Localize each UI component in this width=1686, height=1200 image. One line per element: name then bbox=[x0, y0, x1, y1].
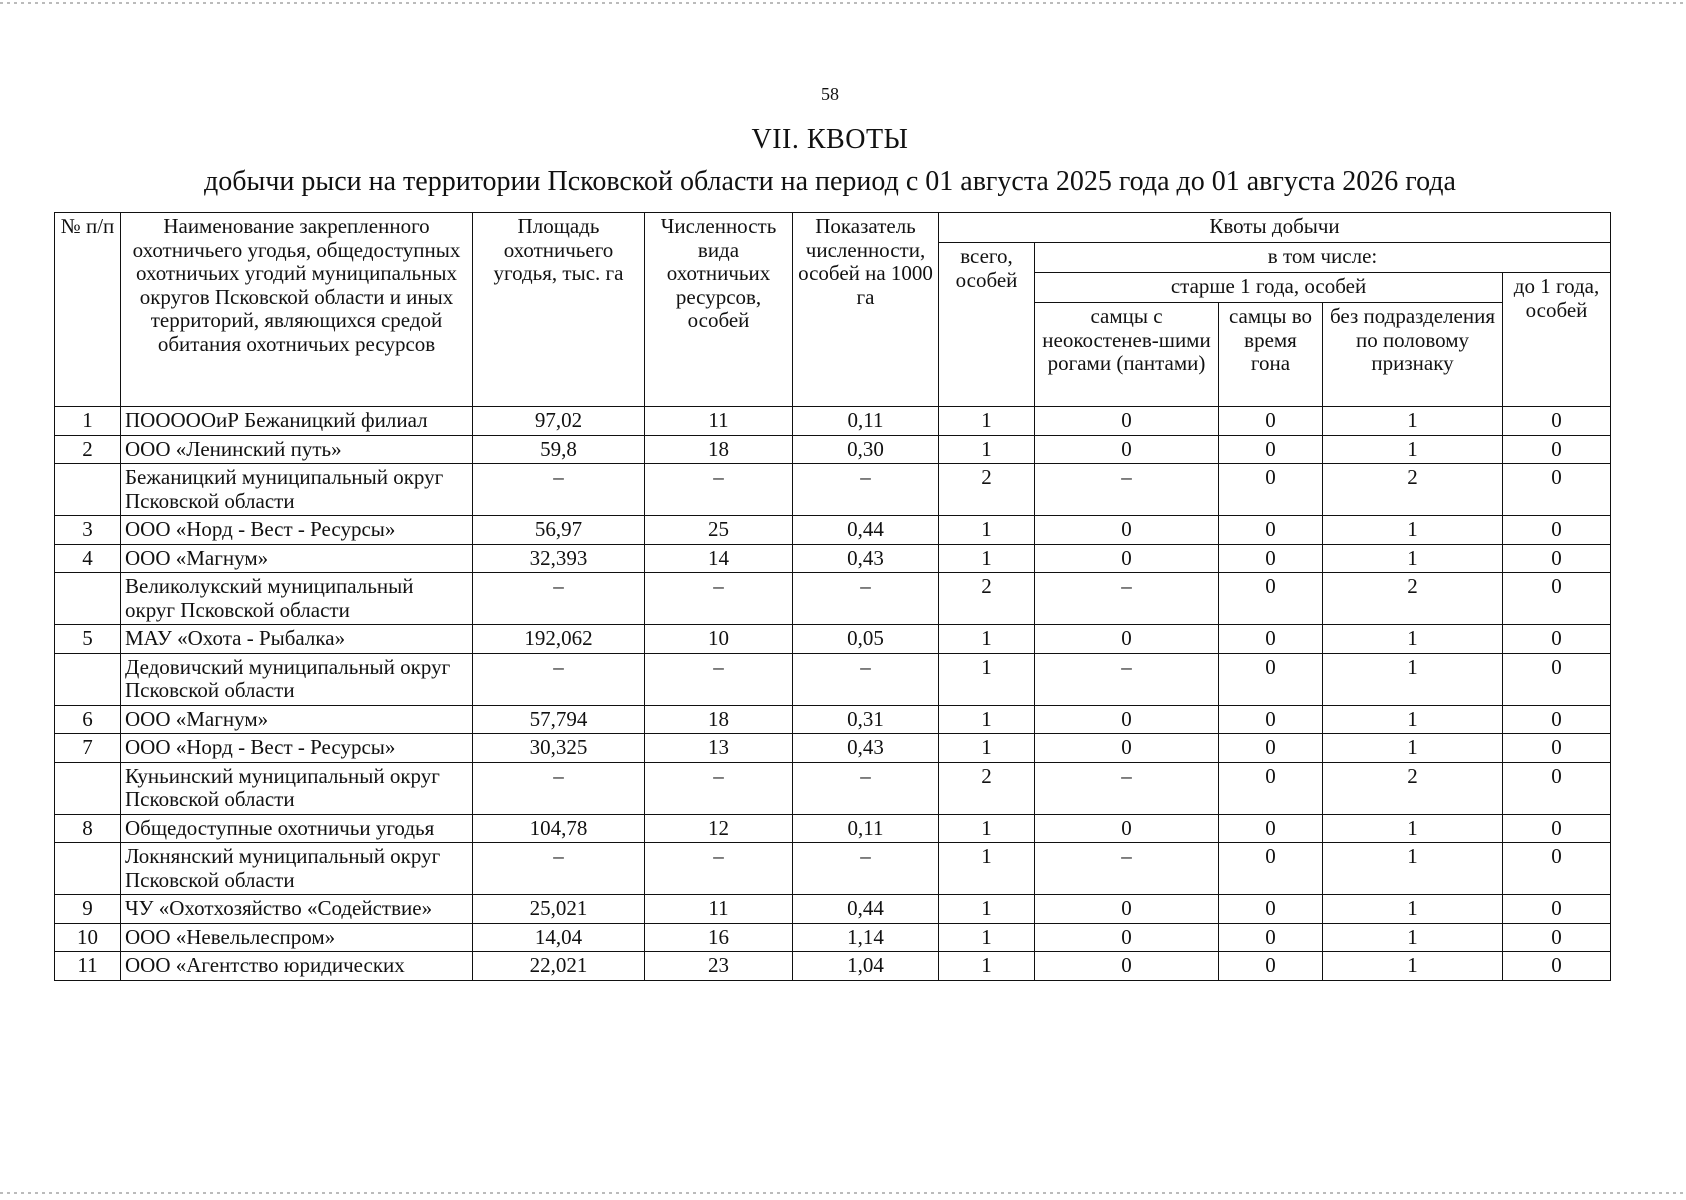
cell-density: – bbox=[793, 464, 939, 516]
cell-population: 11 bbox=[645, 407, 793, 436]
cell-area: 22,021 bbox=[473, 952, 645, 981]
cell-rut: 0 bbox=[1219, 516, 1323, 545]
cell-total: 1 bbox=[939, 952, 1035, 981]
cell-under1: 0 bbox=[1503, 843, 1611, 895]
cell-population: 23 bbox=[645, 952, 793, 981]
cell-name: ООО «Магнум» bbox=[121, 705, 473, 734]
cell-under1: 0 bbox=[1503, 516, 1611, 545]
cell-num: 3 bbox=[55, 516, 121, 545]
cell-rut: 0 bbox=[1219, 653, 1323, 705]
header-including: в том числе: bbox=[1035, 243, 1611, 273]
cell-area: 30,325 bbox=[473, 734, 645, 763]
cell-under1: 0 bbox=[1503, 734, 1611, 763]
cell-under1: 0 bbox=[1503, 407, 1611, 436]
cell-num: 2 bbox=[55, 435, 121, 464]
cell-rut: 0 bbox=[1219, 814, 1323, 843]
table-row bbox=[55, 843, 1611, 895]
cell-num bbox=[55, 843, 121, 895]
cell-antlers: 0 bbox=[1035, 544, 1219, 573]
document-title: VII. КВОТЫ bbox=[751, 124, 909, 155]
cell-antlers: 0 bbox=[1035, 516, 1219, 545]
scan-edge-bottom bbox=[0, 1192, 1686, 1194]
cell-density: 1,14 bbox=[793, 923, 939, 952]
table-row bbox=[55, 762, 1611, 814]
table-row bbox=[55, 625, 1611, 654]
cell-num: 6 bbox=[55, 705, 121, 734]
cell-population: 18 bbox=[645, 435, 793, 464]
cell-under1: 0 bbox=[1503, 464, 1611, 516]
cell-antlers: 0 bbox=[1035, 952, 1219, 981]
cell-num bbox=[55, 573, 121, 625]
table-row bbox=[55, 952, 1611, 981]
scan-edge-top bbox=[0, 2, 1686, 4]
header-older: старше 1 года, особей bbox=[1035, 273, 1503, 303]
cell-under1: 0 bbox=[1503, 544, 1611, 573]
cell-num: 4 bbox=[55, 544, 121, 573]
cell-nosex: 2 bbox=[1323, 762, 1503, 814]
cell-density: – bbox=[793, 573, 939, 625]
cell-population: – bbox=[645, 843, 793, 895]
cell-name: ООО «Магнум» bbox=[121, 544, 473, 573]
cell-area: 32,393 bbox=[473, 544, 645, 573]
cell-population: – bbox=[645, 653, 793, 705]
cell-nosex: 1 bbox=[1323, 625, 1503, 654]
cell-rut: 0 bbox=[1219, 544, 1323, 573]
cell-nosex: 1 bbox=[1323, 843, 1503, 895]
table-row bbox=[55, 895, 1611, 924]
cell-total: 1 bbox=[939, 814, 1035, 843]
cell-name: Общедоступные охотничьи угодья bbox=[121, 814, 473, 843]
cell-nosex: 1 bbox=[1323, 952, 1503, 981]
cell-density: – bbox=[793, 762, 939, 814]
cell-num: 8 bbox=[55, 814, 121, 843]
cell-nosex: 1 bbox=[1323, 516, 1503, 545]
table-row bbox=[55, 435, 1611, 464]
cell-num: 10 bbox=[55, 923, 121, 952]
cell-area: – bbox=[473, 653, 645, 705]
cell-antlers: 0 bbox=[1035, 407, 1219, 436]
cell-antlers: 0 bbox=[1035, 734, 1219, 763]
cell-population: 25 bbox=[645, 516, 793, 545]
cell-density: – bbox=[793, 843, 939, 895]
cell-density: 0,44 bbox=[793, 895, 939, 924]
cell-total: 1 bbox=[939, 625, 1035, 654]
table-row bbox=[55, 573, 1611, 625]
cell-total: 2 bbox=[939, 464, 1035, 516]
cell-area: 104,78 bbox=[473, 814, 645, 843]
cell-nosex: 1 bbox=[1323, 705, 1503, 734]
header-area: Площадь охотничьего угодья, тыс. га bbox=[473, 213, 645, 407]
cell-density: 0,44 bbox=[793, 516, 939, 545]
cell-density: 1,04 bbox=[793, 952, 939, 981]
cell-area: – bbox=[473, 464, 645, 516]
cell-under1: 0 bbox=[1503, 814, 1611, 843]
cell-population: 18 bbox=[645, 705, 793, 734]
cell-total: 1 bbox=[939, 653, 1035, 705]
cell-num bbox=[55, 653, 121, 705]
cell-population: – bbox=[645, 573, 793, 625]
cell-num: 7 bbox=[55, 734, 121, 763]
cell-rut: 0 bbox=[1219, 762, 1323, 814]
cell-name: Куньинский муниципальный округ Псковской области bbox=[121, 762, 473, 814]
cell-antlers: 0 bbox=[1035, 923, 1219, 952]
cell-rut: 0 bbox=[1219, 952, 1323, 981]
cell-rut: 0 bbox=[1219, 843, 1323, 895]
cell-area: 57,794 bbox=[473, 705, 645, 734]
cell-area: 97,02 bbox=[473, 407, 645, 436]
cell-total: 1 bbox=[939, 895, 1035, 924]
header-population: Численность вида охотничьих ресурсов, особей bbox=[645, 213, 793, 407]
page-number: 58 bbox=[821, 84, 839, 104]
cell-total: 1 bbox=[939, 516, 1035, 545]
cell-total: 2 bbox=[939, 762, 1035, 814]
cell-nosex: 1 bbox=[1323, 923, 1503, 952]
cell-rut: 0 bbox=[1219, 435, 1323, 464]
cell-nosex: 1 bbox=[1323, 814, 1503, 843]
cell-total: 1 bbox=[939, 843, 1035, 895]
cell-rut: 0 bbox=[1219, 407, 1323, 436]
quota-table bbox=[54, 212, 1611, 981]
cell-rut: 0 bbox=[1219, 895, 1323, 924]
document-subtitle: добычи рыси на территории Псковской области на период с 01 августа 2025 года до 01 августа 2026 года bbox=[204, 166, 1456, 197]
cell-density: – bbox=[793, 653, 939, 705]
header-males-antlers: самцы с неокостенев-шими рогами (пантами) bbox=[1035, 303, 1219, 407]
cell-name: ООО «Норд - Вест - Ресурсы» bbox=[121, 734, 473, 763]
cell-nosex: 1 bbox=[1323, 435, 1503, 464]
cell-density: 0,05 bbox=[793, 625, 939, 654]
table-row bbox=[55, 814, 1611, 843]
cell-population: 13 bbox=[645, 734, 793, 763]
table-row bbox=[55, 464, 1611, 516]
cell-area: – bbox=[473, 762, 645, 814]
cell-population: 16 bbox=[645, 923, 793, 952]
cell-nosex: 1 bbox=[1323, 544, 1503, 573]
cell-rut: 0 bbox=[1219, 705, 1323, 734]
cell-density: 0,30 bbox=[793, 435, 939, 464]
cell-num: 5 bbox=[55, 625, 121, 654]
cell-area: 192,062 bbox=[473, 625, 645, 654]
cell-antlers: 0 bbox=[1035, 814, 1219, 843]
cell-density: 0,11 bbox=[793, 814, 939, 843]
cell-population: – bbox=[645, 762, 793, 814]
cell-under1: 0 bbox=[1503, 762, 1611, 814]
table-row bbox=[55, 407, 1611, 436]
cell-under1: 0 bbox=[1503, 573, 1611, 625]
cell-name: Великолукский муниципальный округ Псковской области bbox=[121, 573, 473, 625]
cell-nosex: 2 bbox=[1323, 464, 1503, 516]
cell-name: ПОООООиР Бежаницкий филиал bbox=[121, 407, 473, 436]
cell-total: 1 bbox=[939, 544, 1035, 573]
cell-total: 1 bbox=[939, 407, 1035, 436]
table-row bbox=[55, 923, 1611, 952]
cell-total: 1 bbox=[939, 705, 1035, 734]
cell-area: – bbox=[473, 843, 645, 895]
cell-num bbox=[55, 464, 121, 516]
cell-antlers: – bbox=[1035, 762, 1219, 814]
table-row bbox=[55, 734, 1611, 763]
cell-num: 1 bbox=[55, 407, 121, 436]
cell-population: 11 bbox=[645, 895, 793, 924]
cell-under1: 0 bbox=[1503, 952, 1611, 981]
header-quota: Квоты добычи bbox=[939, 213, 1611, 243]
cell-area: 59,8 bbox=[473, 435, 645, 464]
table-row bbox=[55, 705, 1611, 734]
cell-name: ЧУ «Охотхозяйство «Содействие» bbox=[121, 895, 473, 924]
table-row bbox=[55, 516, 1611, 545]
header-density: Показатель численности, особей на 1000 га bbox=[793, 213, 939, 407]
cell-antlers: – bbox=[1035, 573, 1219, 625]
header-name: Наименование закрепленного охотничьего угодья, общедоступных охотничьих угодий муниципальных округов Псковской области и иных территорий, являющихся средой обитания охотничьих ресурсов bbox=[121, 213, 473, 407]
cell-rut: 0 bbox=[1219, 573, 1323, 625]
cell-antlers: – bbox=[1035, 653, 1219, 705]
cell-nosex: 1 bbox=[1323, 653, 1503, 705]
cell-name: ООО «Норд - Вест - Ресурсы» bbox=[121, 516, 473, 545]
cell-antlers: 0 bbox=[1035, 705, 1219, 734]
cell-name: ООО «Невельлеспром» bbox=[121, 923, 473, 952]
cell-under1: 0 bbox=[1503, 653, 1611, 705]
table-row bbox=[55, 653, 1611, 705]
cell-name: ООО «Агентство юридических bbox=[121, 952, 473, 981]
cell-name: Локнянский муниципальный округ Псковской области bbox=[121, 843, 473, 895]
header-no-sex: без подразделения по половому признаку bbox=[1323, 303, 1503, 407]
cell-nosex: 1 bbox=[1323, 407, 1503, 436]
cell-total: 2 bbox=[939, 573, 1035, 625]
header-num: № п/п bbox=[55, 213, 121, 407]
table-header bbox=[55, 213, 1611, 407]
cell-antlers: 0 bbox=[1035, 435, 1219, 464]
cell-under1: 0 bbox=[1503, 923, 1611, 952]
cell-total: 1 bbox=[939, 923, 1035, 952]
cell-name: Дедовичский муниципальный округ Псковской области bbox=[121, 653, 473, 705]
cell-under1: 0 bbox=[1503, 435, 1611, 464]
cell-density: 0,43 bbox=[793, 734, 939, 763]
header-under1: до 1 года, особей bbox=[1503, 273, 1611, 407]
cell-density: 0,11 bbox=[793, 407, 939, 436]
cell-num: 9 bbox=[55, 895, 121, 924]
cell-nosex: 2 bbox=[1323, 573, 1503, 625]
cell-population: – bbox=[645, 464, 793, 516]
table-row bbox=[55, 544, 1611, 573]
cell-area: 56,97 bbox=[473, 516, 645, 545]
cell-name: ООО «Ленинский путь» bbox=[121, 435, 473, 464]
table-body bbox=[55, 407, 1611, 981]
cell-density: 0,31 bbox=[793, 705, 939, 734]
cell-population: 10 bbox=[645, 625, 793, 654]
cell-under1: 0 bbox=[1503, 705, 1611, 734]
cell-antlers: – bbox=[1035, 464, 1219, 516]
cell-total: 1 bbox=[939, 734, 1035, 763]
cell-rut: 0 bbox=[1219, 464, 1323, 516]
cell-area: 14,04 bbox=[473, 923, 645, 952]
cell-density: 0,43 bbox=[793, 544, 939, 573]
cell-area: 25,021 bbox=[473, 895, 645, 924]
cell-population: 12 bbox=[645, 814, 793, 843]
cell-rut: 0 bbox=[1219, 734, 1323, 763]
cell-under1: 0 bbox=[1503, 625, 1611, 654]
cell-rut: 0 bbox=[1219, 625, 1323, 654]
cell-antlers: – bbox=[1035, 843, 1219, 895]
cell-under1: 0 bbox=[1503, 895, 1611, 924]
cell-nosex: 1 bbox=[1323, 895, 1503, 924]
cell-name: Бежаницкий муниципальный округ Псковской области bbox=[121, 464, 473, 516]
header-total: всего, особей bbox=[939, 243, 1035, 407]
cell-num bbox=[55, 762, 121, 814]
cell-antlers: 0 bbox=[1035, 895, 1219, 924]
cell-total: 1 bbox=[939, 435, 1035, 464]
cell-nosex: 1 bbox=[1323, 734, 1503, 763]
cell-num: 11 bbox=[55, 952, 121, 981]
cell-area: – bbox=[473, 573, 645, 625]
cell-population: 14 bbox=[645, 544, 793, 573]
cell-rut: 0 bbox=[1219, 923, 1323, 952]
header-males-rut: самцы во время гона bbox=[1219, 303, 1323, 407]
cell-name: МАУ «Охота - Рыбалка» bbox=[121, 625, 473, 654]
cell-antlers: 0 bbox=[1035, 625, 1219, 654]
